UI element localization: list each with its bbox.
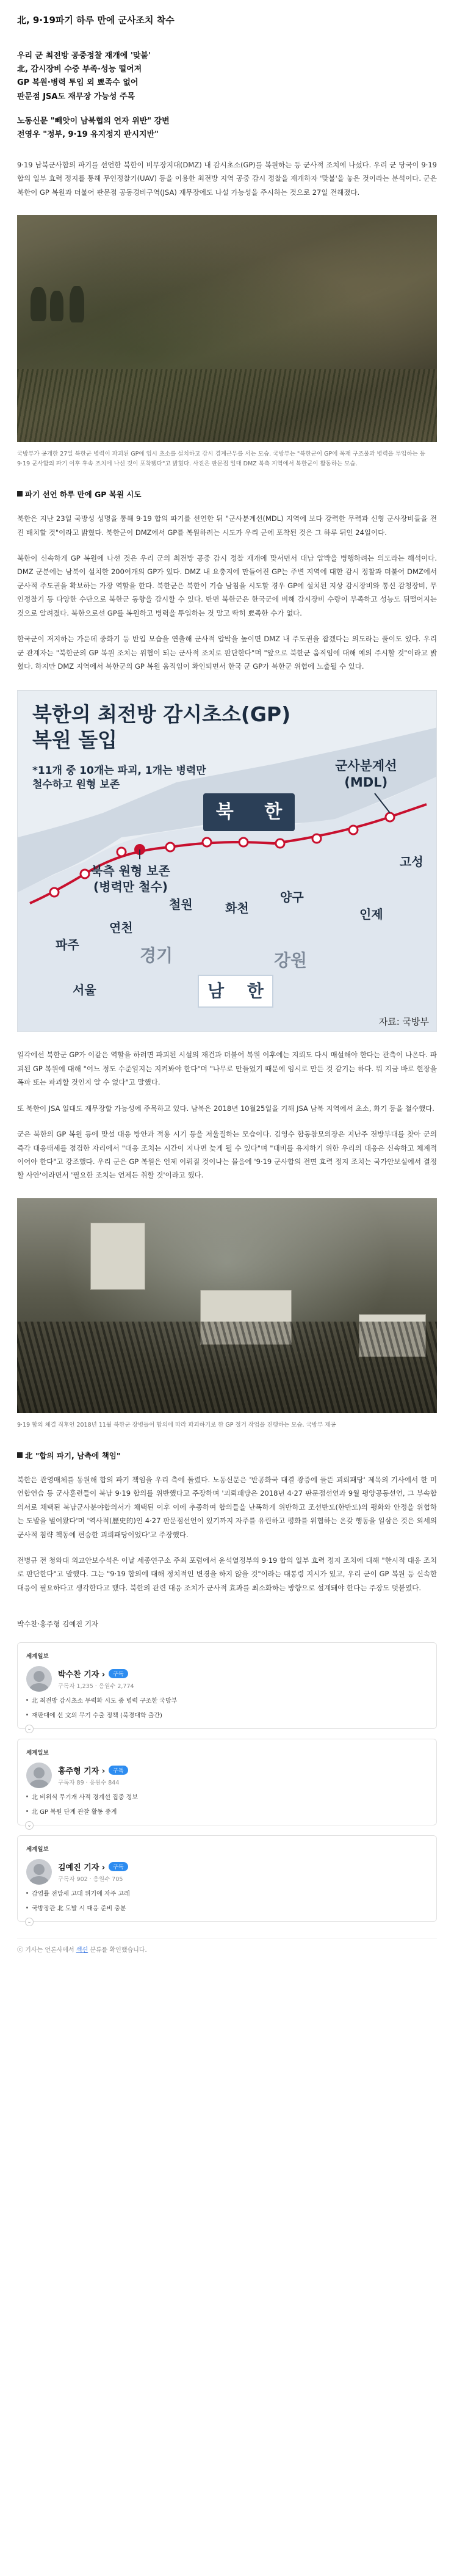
subscribe-button[interactable]: 구독 [109, 1862, 128, 1871]
body-paragraph: 9·19 남북군사합의 파기를 선언한 북한이 비무장지대(DMZ) 내 감시초소(GP)를 복원하는 등 군사적 조치에 나섰다. 우리 군 당국이 9·19 합의 일부 효력 정지를 통해 무인정찰기(UAV) 등을 이용한 최전방 지역 공중 감시 정찰을 재개하자 '맞불'을 놓은 것이라는 분석이다. 군은 북한이 GP 복원과 더불어 판문점 공동경비구역(JSA) 재무장에도 나설 가능성을 주시하는 것으로 27일 전해졌다. [17, 160, 437, 197]
province-label-gangwon: 강원 [274, 950, 308, 971]
subscribe-button[interactable]: 구독 [109, 1766, 128, 1775]
reporter-article-link[interactable] [26, 1793, 428, 1803]
city-label-seoul: 서울 [73, 983, 96, 998]
gp-marker [81, 870, 89, 878]
province-label-gyeonggi: 경기 [140, 945, 173, 966]
section-heading-text: 파기 선언 하루 만에 GP 복원 시도 [25, 490, 142, 500]
reporter-card [17, 1835, 437, 1926]
subheadings [17, 49, 437, 104]
soldier-figure [50, 291, 63, 321]
city-label-goseong: 고성 [400, 854, 423, 870]
gp-marker [117, 848, 126, 856]
plus-icon: › [101, 1670, 106, 1680]
north-korea-label: 북 한 [203, 793, 295, 831]
reporter-stats: 구독자 1,235 · 응원수 2,774 [58, 1683, 134, 1690]
reporter-avatar[interactable] [26, 1859, 52, 1885]
press-name: 세계일보 [26, 1846, 49, 1854]
preserved-gp-label-line: (병력만 철수) [93, 879, 168, 895]
bullet-icon [26, 1907, 28, 1908]
body-paragraph: 북한이 신속하게 GP 복원에 나선 것은 우리 군의 최전방 공중 감시 정찰 재개에 맞서면서 대남 압박을 병행하려는 의도라는 해석이다. DMZ 군분에는 남북이 설치한 200여개의 GP가 있다. DMZ 내 요충지에 만들어진 GP는 주변 지역에 대한 감시 정찰과 더불어 DMZ에서 군사적 주도권을 확보하는 가장 역할을 한다. 북한군은 북한이 기습 남침을 시도할 경우 GP에 설치된 지상 감시장비와 통신 감청장비, 무인정찰기 등 다양한 수단으로 북한군 동향을 감시할 수 있다. 반면 북한군은 한국군에 비해 감시장비 수량이 부족하고 성능도 뒤떨어지는 것으로 알려졌다. 북한으로선 GP를 복원하고 병력을 투입하는 것 말고 딱히 뾰족한 수가 없다. [17, 554, 437, 617]
reporter-avatar[interactable] [26, 1763, 52, 1788]
section-heading [17, 1450, 437, 1461]
preserved-gp-label-line: 북측 원형 보존 [91, 864, 170, 879]
gp-marker [386, 813, 394, 821]
soldier-figure [31, 287, 46, 321]
body-paragraph: 북한은 관영매체를 동원해 합의 파기 책임을 우리 측에 돌렸다. 노동신문은 '반공화국 대결 광증에 들뜬 괴뢰패당' 제목의 기사에서 한 미 연합연습 등 군사훈련들이 북남 9·19 합의를 위반했다고 주장하며 '괴뢰패당은 2018년 4·27 판문점선언과 9월 평양공동선언, 그 부속합의서로 채택된 북남군사분야합의서가 채택된 이후 이에 추종하여 합의들을 난폭하게 위반하고 조선반도(한반도)의 평화와 안정을 위협하는 도발을 벌여왔다'며 '역사적(歷史的)인 4·27 판문점선언이 있기까지 자주를 유린하고 평화를 위협하는 온갖 행동을 일삼은 것은 외세의 군사적 침략 책동에 편승한 괴뢰패당이었다'고 주장했다. [17, 1475, 437, 1539]
article-headline: 北, 9·19파기 하루 만에 군사조치 착수 [17, 15, 175, 26]
reporter-name-row [58, 1764, 128, 1776]
reporter-article-link-text[interactable]: 국방장관 北 도발 시 대응 준비 충분 [32, 1905, 126, 1913]
mdl-label-line: (MDL) [344, 774, 388, 790]
footer-note [17, 1938, 437, 1954]
mdl-label-line: 군사분계선 [335, 759, 397, 774]
gp-marker [239, 838, 248, 846]
mdl-label [335, 758, 397, 790]
city-label-hwacheon: 화천 [225, 901, 249, 916]
gp-demolition-photo[interactable] [17, 1198, 437, 1413]
body-paragraph: 북한은 지난 23일 국방성 성명을 통해 9·19 합의 파기를 선언한 뒤 "군사분계선(MDL) 지역에 보다 강력한 무력과 신형 군사장비들을 전진 배치할 것"이라고 밝혔다. 북한군이 DMZ에서 GP를 복원하려는 시도가 우리 군에 포착된 것은 그 하루 뒤인 24일이다. [17, 514, 437, 537]
reporter-name-row [58, 1861, 128, 1872]
map-title [32, 702, 290, 752]
reporter-article-link-text[interactable]: 北 최전방 감시초소 무력화 시도 중 병력 구조한 국방부 [32, 1698, 178, 1705]
press-name: 세계일보 [26, 1750, 49, 1757]
city-label-yeoncheon: 연천 [109, 920, 133, 936]
photo-caption: 국방부가 공개한 27일 북한군 병력이 파괴된 GP에 임시 초소를 설치하고 감시 경계근무를 서는 모습. 국방부는 "북한군이 GP에 목재 구조물과 병력을 투입하는 등 9·19 군사합의 파기 이후 후속 조치에 나선 것이 포착됐다"고 밝혔다. 사진은 판문점 일대 DMZ 북측 지역에서 북한군이 활동하는 모습. [17, 450, 425, 468]
body-paragraph: 일각에선 북한군 GP가 이같은 역할을 하려면 파괴된 시설의 재건과 더불어 복원 이후에는 지뢰도 다시 매설해야 한다는 관측이 나온다. 파괴된 GP 복원에 대해 "어느 정도 수준일지는 지켜봐야 한다"며 "나무로 만들었기 때문에 임시로 만든 것 같기는 하다. 뭐 지금 바로 현장을 폭파 또는 파괴할 것인지 알 수 없다"고 말했다. [17, 1050, 437, 1087]
map-note [32, 764, 206, 792]
chevron-down-icon[interactable]: ⌄ [25, 1725, 34, 1733]
reporter-card [17, 1642, 437, 1733]
dmz-photo[interactable] [17, 215, 437, 442]
section-heading-text: 北 "합의 파기, 남측에 책임" [25, 1450, 121, 1460]
subhead: 우리 군 최전방 공중정찰 재개에 '맞불' [17, 51, 151, 60]
reporter-article-link-text[interactable]: 재판대에 선 文의 무기 수출 정책 (북경대학 출간) [32, 1712, 162, 1720]
square-bullet-icon [17, 491, 23, 497]
plus-icon: › [101, 1767, 106, 1777]
south-korea-label: 남 한 [198, 975, 273, 1008]
map-note-line: *11개 중 10개는 파괴, 1개는 병력만 [32, 765, 206, 777]
footer-section-link[interactable]: 섹션 [76, 1947, 88, 1954]
reporter-stats: 구독자 902 · 응원수 705 [58, 1876, 123, 1883]
square-bullet-icon [17, 1452, 23, 1458]
body-paragraph: 전병규 전 청와대 외교안보수석은 이날 세종연구소 주최 포럼에서 윤석열정부의 9·19 합의 일부 효력 정지 조치에 대해 "한시적 대응 조치로 판단한다"고 말했다. 그는 "9·19 합의에 대해 정치적인 변경을 하지 않을 것"이라는 대통령 지시가 있고, 우리 군이 GP 복원 등 신속한 대응이 필요하다고 생각한다고 했다. 북한의 관련 대응 조치가 군사적 효과를 최소화하는 방향으로 설계돼야 한다는 주장도 덧붙였다. [17, 1556, 437, 1592]
reporter-name[interactable]: 박수찬 기자 [58, 1670, 99, 1680]
reporter-article-link[interactable] [26, 1711, 428, 1721]
reporter-article-link[interactable] [26, 1890, 428, 1899]
reporter-article-link[interactable] [26, 1808, 428, 1817]
map-note-line: 철수하고 원형 보존 [32, 779, 120, 791]
reporter-article-link-text[interactable]: 北 비위식 무기개 사적 경계선 집중 정보 [32, 1794, 138, 1802]
reporter-name[interactable]: 김예진 기자 [58, 1863, 99, 1873]
city-label-inje: 인제 [359, 907, 383, 922]
city-label-paju: 파주 [56, 937, 79, 953]
bullet-icon [26, 1892, 28, 1894]
gp-marker [312, 834, 321, 843]
bullet-icon [26, 1810, 28, 1812]
photo-grass [17, 369, 437, 442]
body-paragraph: 또 북한이 JSA 일대도 재무장할 가능성에 주목하고 있다. 남북은 2018년 10월25일을 기해 JSA 남북 지역에서 초소, 화기 등을 철수했다. [17, 1104, 434, 1113]
gp-tower [90, 1223, 145, 1290]
press-name: 세계일보 [26, 1653, 49, 1661]
bullet-icon [26, 1714, 28, 1716]
photo-caption: 9·19 합의 체결 직후인 2018년 11월 북한군 장병들이 합의에 따라 파괴하기로 한 GP 철거 작업을 진행하는 모습. 국방부 제공 [17, 1421, 336, 1428]
bullet-icon [26, 1699, 28, 1701]
reporter-article-link[interactable] [26, 1904, 428, 1914]
body-paragraph: 한국군이 저지하는 가운데 중화기 등 반입 모습을 연출해 군사적 압박을 높이면 DMZ 내 주도권을 잡겠다는 의도라는 풀이도 있다. 우리 군 관계자는 "북한군의 GP 복원 조치는 위협이 되는 군사적 조치로 판단한다"며 "앞으로 북한군 움직임에 대해 예의 주시할 것"이라고 밝혔다. 하지만 DMZ 지역에서 북한군의 GP 복원 움직임이 확인되면서 한국 군 GP가 북한군 위협에 노출될 수 있다. [17, 635, 437, 671]
reporter-article-link[interactable] [26, 1697, 428, 1706]
article-byline: 박수찬·홍주형 김예진 기자 [17, 1620, 99, 1629]
preserved-gp-label [91, 863, 170, 895]
gp-marker [203, 838, 211, 846]
subhead: 노동신문 "빼앗이 남북협의 연자 위반" 강변 [17, 116, 170, 126]
subhead: 北, 감시장비 수중 부족·성능 떨어져 [17, 64, 142, 74]
reporter-name[interactable]: 홍주형 기자 [58, 1767, 99, 1777]
footer-text: ⓒ 기사는 언론사에서 [17, 1947, 76, 1954]
map-source: 자료: 국방부 [378, 1016, 429, 1028]
body-paragraph: 군은 북한의 GP 복원 등에 맞설 대응 방안과 적용 시기 등을 저울질하는 모습이다. 김영수 합동참모의장은 지난주 전방부대를 찾아 군의 즉각 대응태세를 점검한 자리에서 "대응 조치는 시간이 지나면 늦게 될 수 있다"며 "대비를 유지하기 위한 우리의 대응은 신속하고 체계적이어야 한다"고 강조했다. 우리 군은 GP 복원은 언제 이뤄질 것이냐는 물음에 '9·19 군사합의 전면 효력 정지 조치는 국가안보실에서 결정할 사안'이라면서 '필요한 조치는 언제든 취할 것'이라고 했다. [17, 1130, 437, 1180]
reporter-name-row [58, 1668, 134, 1679]
subhead: GP 복원·병력 투입 외 뾰족수 없어 [17, 78, 139, 88]
chevron-down-icon[interactable]: ⌄ [25, 1918, 34, 1926]
subhead: 전영우 "정부, 9·19 유지정지 판시지반" [17, 130, 159, 140]
footer-text: 분류를 확인했습니다. [88, 1947, 147, 1954]
gp-marker [166, 843, 175, 851]
subhead: 판문점 JSA도 재무장 가능성 주목 [17, 92, 135, 101]
gp-marker [276, 839, 284, 848]
gp-marker [349, 826, 358, 834]
soldier-figure [70, 286, 84, 322]
reporter-avatar[interactable] [26, 1666, 52, 1692]
chevron-down-icon[interactable]: ⌄ [25, 1821, 34, 1830]
city-label-cheorwon: 철원 [169, 897, 193, 912]
city-label-yanggu: 양구 [280, 890, 304, 905]
plus-icon: › [101, 1863, 106, 1873]
map-title-line: 복원 돌입 [32, 727, 118, 752]
map-title-line: 북한의 최전방 감시초소(GP) [32, 702, 291, 727]
reporter-article-link-text[interactable]: 北 GP 복원 단계 관찰 활동 중계 [32, 1809, 117, 1816]
gp-map-infographic[interactable] [17, 690, 437, 1032]
reporter-article-link-text[interactable]: 감염률 전망세 고대 위기에 자주 고레 [32, 1891, 130, 1898]
reporter-card [17, 1739, 437, 1829]
gp-marker [50, 888, 59, 897]
section-heading [17, 489, 437, 500]
subscribe-button[interactable]: 구독 [109, 1669, 128, 1678]
subheadings-secondary [17, 115, 437, 142]
reporter-stats: 구독자 89 · 응원수 844 [58, 1780, 120, 1787]
bullet-icon [26, 1796, 28, 1797]
photo-brush [17, 1322, 437, 1413]
